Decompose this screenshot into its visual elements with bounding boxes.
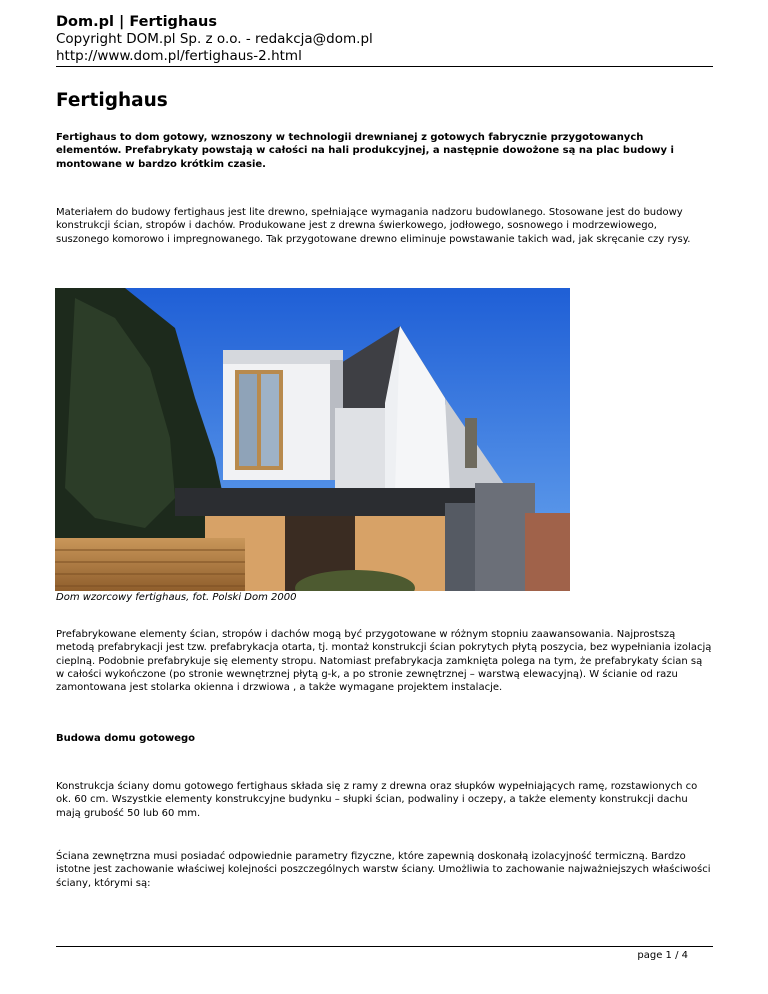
- paragraph-exterior-wall: Ściana zewnętrzna musi posiadać odpowiednie parametry fizyczne, które zapewnią doskonałą izolacyjność termiczną. Bardzo istotne jest zachowanie właściwej kolejności poszczególnych warstw ściany. Umożliwia to zachowanie najważniejszych właściwości ściany, którymi są:: [56, 851, 711, 889]
- article-lead: Fertighaus to dom gotowy, wznoszony w technologii drewnianej z gotowych fabrycznie przygotowanych elementów. Prefabrykaty powstają w całości na hali produkcyjnej, a następnie dowożone są na plac budowy i montowane w bardzo krótkim czasie.: [56, 132, 674, 170]
- paragraph-prefabrication: Prefabrykowane elementy ścian, stropów i dachów mogą być przygotowane w różnym stopniu zaawansowania. Najprostszą metodą prefabrykacji jest tzw. prefabrykacja otarta, tj. montaż konstrukcji ścian pokrytych płytą poszycia, bez wypełniania izolacją cieplną. Podobnie prefabrykuje się elementy stropu. Natomiast prefabrykacja zamknięta polega na tym, że prefabrykaty ścian są w całości wykończone (po stronie wewnętrznej płytą g-k, a po stronie zewnętrznej – warstwą elewacyjną). W ścianie od razu zamontowana jest stolarka okienna i drzwiowa , a także wymagane projektem instalacje.: [56, 629, 712, 694]
- image-caption: Dom wzorcowy fertighaus, fot. Polski Dom 2000: [56, 592, 297, 603]
- copyright-line: Copyright DOM.pl Sp. z o.o. - redakcja@dom.pl: [56, 31, 373, 47]
- article-title: Fertighaus: [56, 90, 168, 111]
- page-number: page 1 / 4: [637, 950, 688, 961]
- house-photo: [55, 288, 570, 591]
- page-header: [56, 14, 712, 65]
- header-divider: [56, 66, 713, 67]
- footer-divider: [56, 946, 713, 947]
- source-url[interactable]: http://www.dom.pl/fertighaus-2.html: [56, 48, 302, 64]
- paragraph-materials: Materiałem do budowy fertighaus jest lite drewno, spełniające wymagania nadzoru budowlanego. Stosowane jest do budowy konstrukcji ścian, stropów i dachów. Produkowane jest z drewna świerkowego, jodłowego, sosnowego i modrzewiowego, suszonego komorowo i impregnowanego. Tak przygotowane drewno eliminuje powstawanie takich wad, jak skręcanie czy rysy.: [56, 207, 691, 245]
- section-heading: Budowa domu gotowego: [56, 733, 196, 744]
- site-title: Dom.pl | Fertighaus: [56, 14, 218, 30]
- paragraph-wall-construction: Konstrukcja ściany domu gotowego fertighaus składa się z ramy z drewna oraz słupków wypełniających ramę, rozstawionych co ok. 60 cm. Wszystkie elementy konstrukcyjne budynku – słupki ścian, podwaliny i oczepy, a także elementy konstrukcji dachu mają grubość 50 lub 60 mm.: [56, 781, 698, 819]
